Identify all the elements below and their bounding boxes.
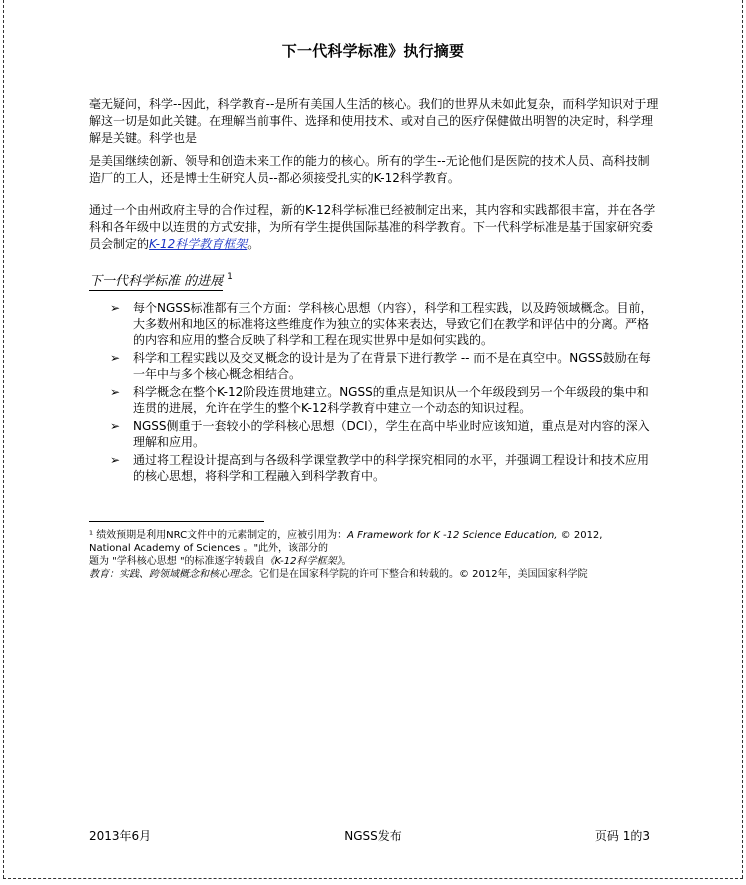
list-item-text: NGSS侧重于一套较小的学科核心思想（DCI），学生在高中毕业时应该知道，重点是对内容的深入理解和应用。 bbox=[133, 419, 650, 449]
section-heading-text: 下一代科学标准 的进展 bbox=[89, 274, 224, 289]
paragraph-intro: 毫无疑问，科学--因此，科学教育--是所有美国人生活的核心。我们的世界从未如此复杂，而科学知识对于理解这一切是如此关键。在理解当前事件、选择和使用技术、或对自己的医疗保健做出明智的决定时，科学理解是关键。科学也是 bbox=[89, 97, 659, 145]
footnote-line-3: 题为 "学科核心思想 "的标准逐字转载自《K-12科学框架》。 bbox=[89, 556, 352, 567]
footer-page-number: 页码 1的3 bbox=[594, 829, 650, 843]
arrow-bullet-icon: ➢ bbox=[110, 385, 121, 399]
list-item-text: 每个NGSS标准都有三个方面：学科核心思想（内容），科学和工程实践，以及跨领域概念。目前，大多数州和地区的标准将这些维度作为独立的实体来表达，导致它们在教学和评估中的分离。严格的内容和应用的整合反映了科学和工程在现实世界中是如何实践的。 bbox=[133, 301, 653, 347]
list-item bbox=[110, 350, 655, 382]
footer-date: 2013年6月 bbox=[89, 829, 152, 843]
list-item-text: 通过将工程设计提高到与各级科学课堂教学中的科学探究相同的水平，并强调工程设计和技术应用的核心思想，将科学和工程融入到科学教育中。 bbox=[133, 453, 650, 483]
footer-release: NGSS发布 bbox=[344, 829, 402, 843]
paragraph-process-text: 通过一个由州政府主导的合作过程，新的K-12科学标准已经被制定出来，其内容和实践都很丰富，并在各学科和各年级中以连贯的方式安排，为所有学生提供国际基准的科学教育。下一代科学标准是基于国家研究委员会制定的 bbox=[89, 203, 656, 251]
arrow-bullet-icon: ➢ bbox=[110, 351, 121, 365]
list-item bbox=[110, 384, 655, 416]
list-item bbox=[110, 300, 655, 348]
list-item bbox=[110, 418, 655, 450]
list-item-text: 科学和工程实践以及交叉概念的设计是为了在背景下进行教学 -- 而不是在真空中。NGSS鼓励在每一年中与多个核心概念相结合。 bbox=[133, 351, 651, 381]
page-border-right bbox=[742, 0, 743, 878]
list-item-text: 科学概念在整个K-12阶段连贯地建立。NGSS的重点是知识从一个年级段到另一个年级段的集中和连贯的进展，允许在学生的整个K-12科学教育中建立一个动态的知识过程。 bbox=[133, 385, 649, 415]
footnote-line-4: 教育：实践、跨领域概念和核心理念。它们是在国家科学院的许可下整合和转载的。© 2012年，美国国家科学院 bbox=[89, 569, 588, 580]
paragraph-innovation: 是美国继续创新、领导和创造未来工作的能力的核心。所有的学生--无论他们是医院的技术人员、高科技制造厂的工人，还是博士生研究人员--都必须接受扎实的K-12科学教育。 bbox=[89, 154, 650, 185]
footnote-ref[interactable]: 1 bbox=[227, 272, 233, 282]
paragraph-process-end: 。 bbox=[247, 237, 260, 251]
footnote-separator bbox=[89, 521, 264, 522]
arrow-bullet-icon: ➢ bbox=[110, 453, 121, 467]
footnote bbox=[89, 529, 649, 581]
bullet-list bbox=[110, 300, 655, 486]
footnote-line-2: National Academy of Sciences 。"此外，该部分的 bbox=[89, 543, 329, 554]
page-border-left bbox=[3, 0, 4, 878]
section-heading bbox=[89, 270, 233, 289]
arrow-bullet-icon: ➢ bbox=[110, 301, 121, 315]
document-title: 下一代科学标准》执行摘要 bbox=[281, 42, 465, 60]
page-border-bottom bbox=[3, 878, 743, 879]
arrow-bullet-icon: ➢ bbox=[110, 419, 121, 433]
framework-link[interactable]: K-12科学教育框架 bbox=[149, 237, 248, 251]
footnote-line-1: ¹ 绩效预期是利用NRC文件中的元素制定的，应被引用为：A Framework for K -12 Science Education, © 2012, bbox=[89, 530, 603, 541]
paragraph-process bbox=[89, 202, 661, 253]
list-item bbox=[110, 452, 655, 484]
